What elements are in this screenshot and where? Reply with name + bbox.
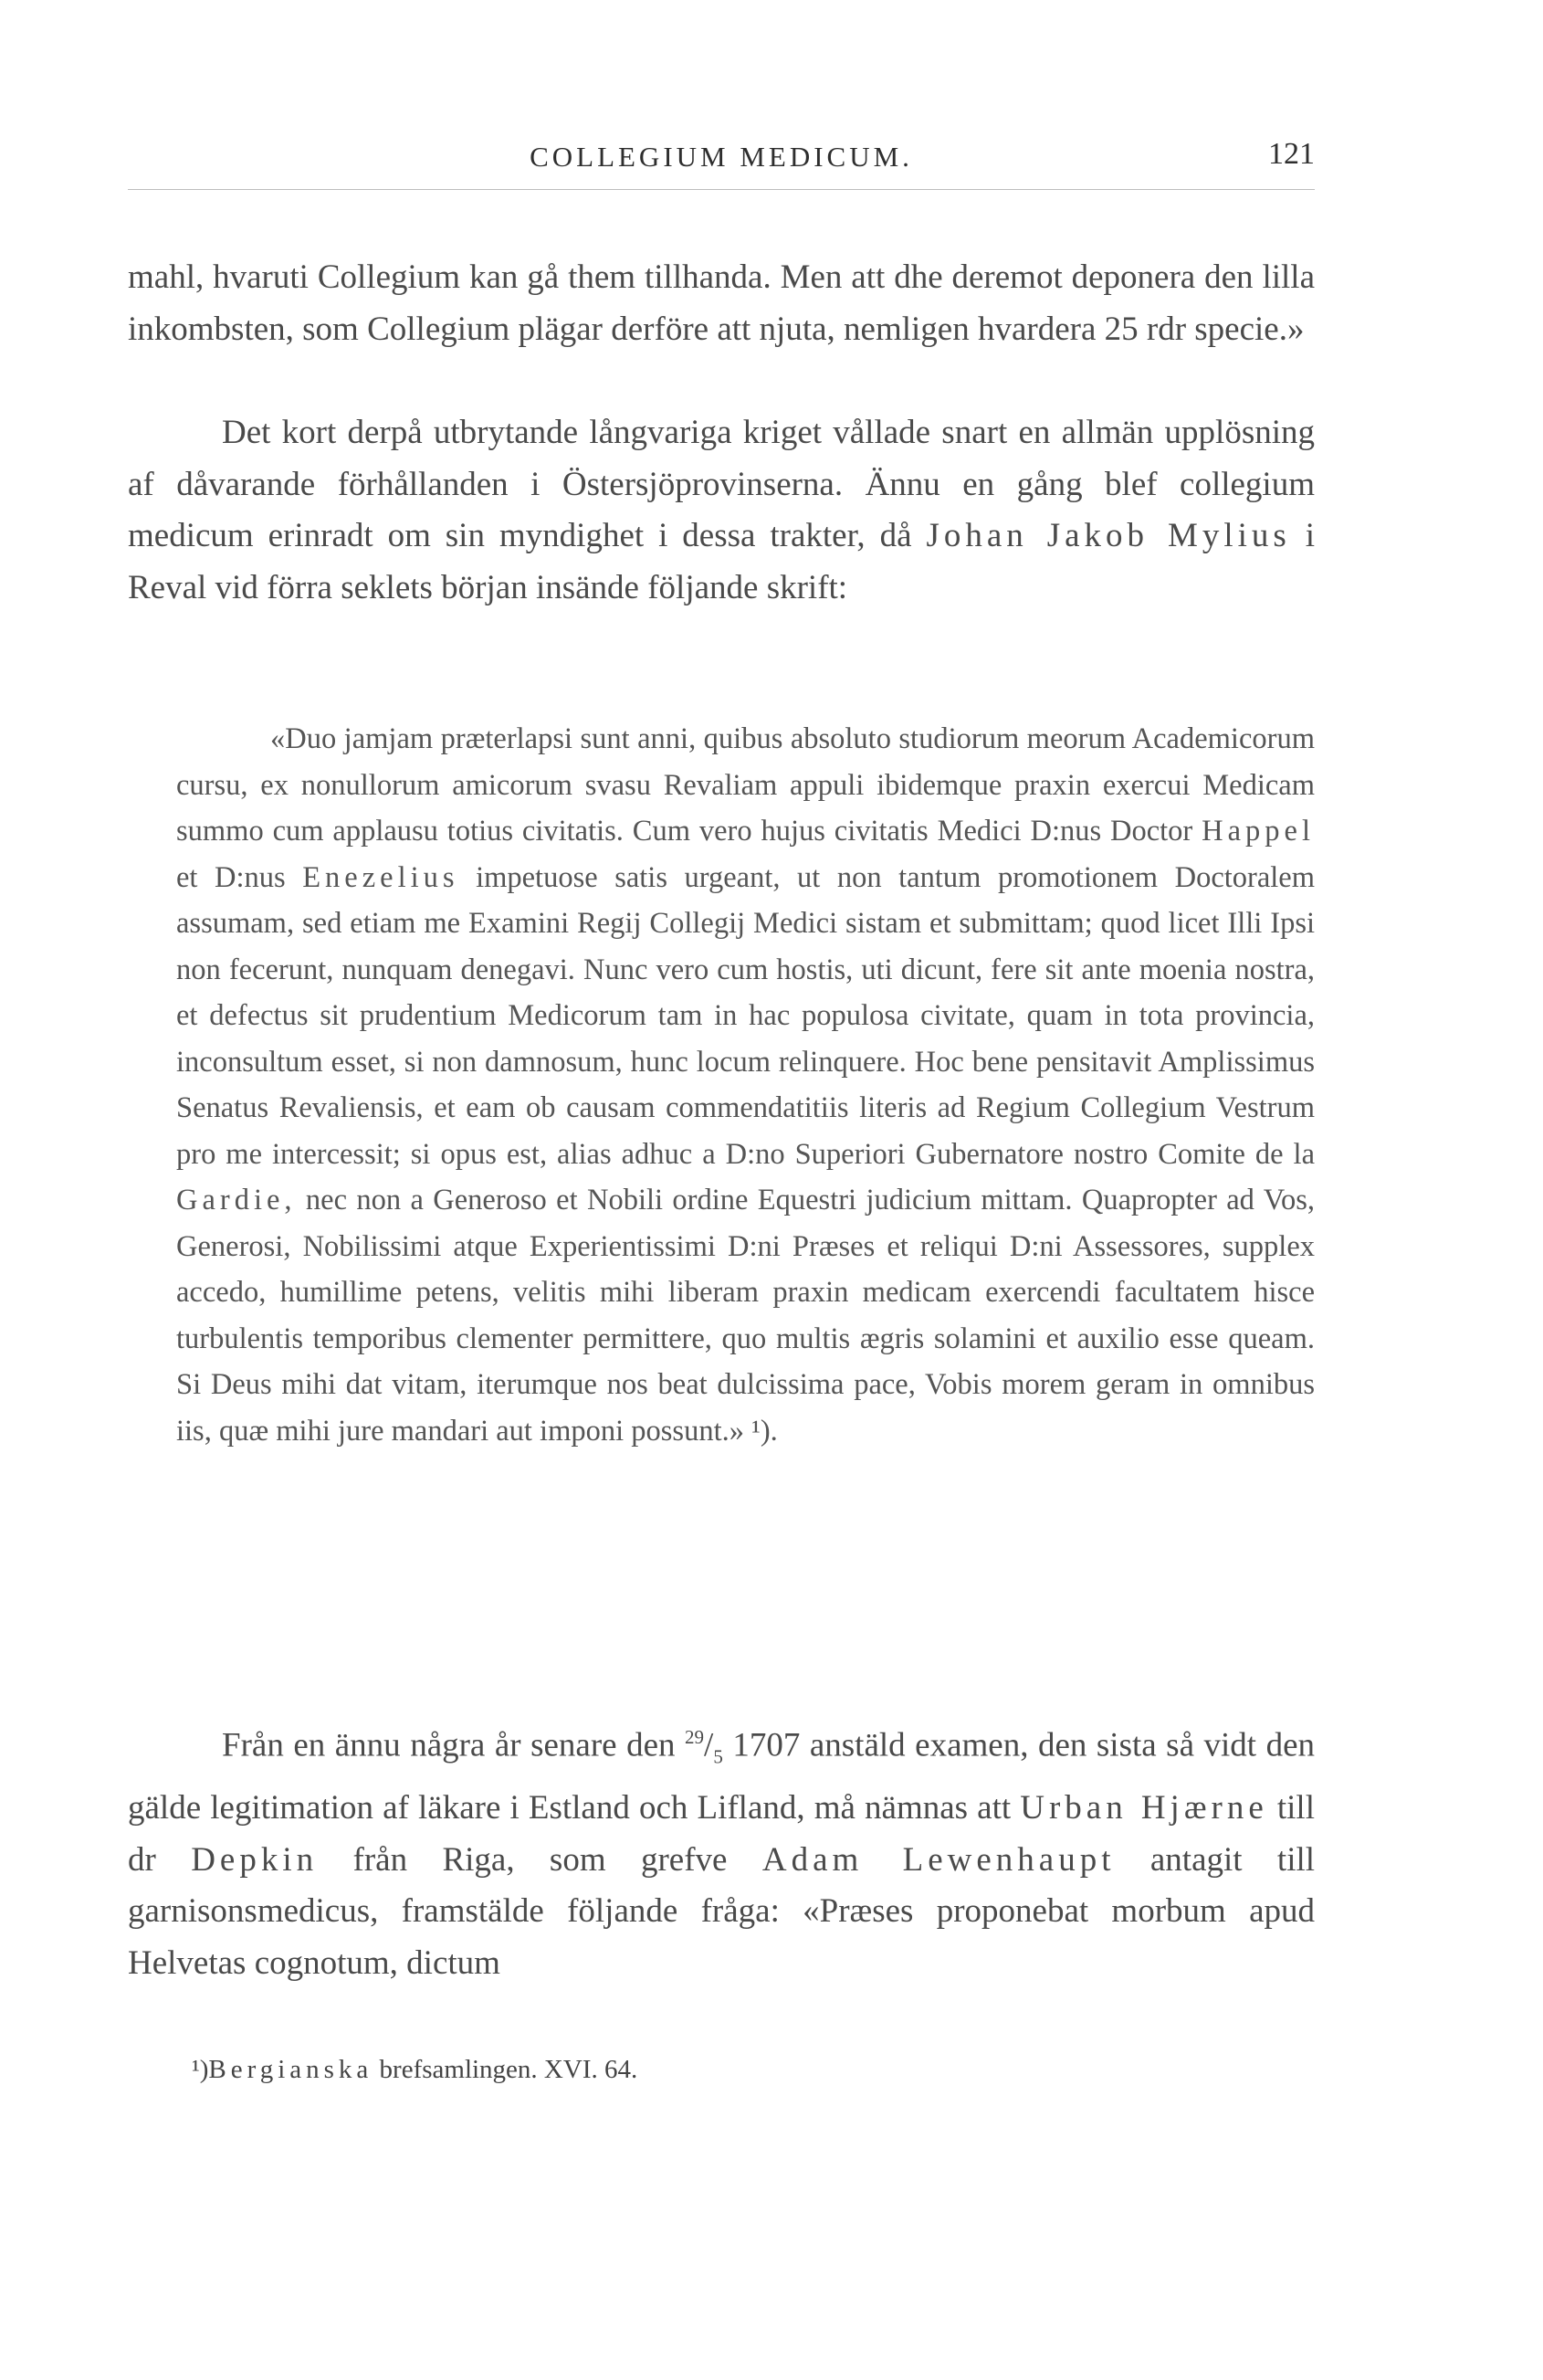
quote-part-3: impetuose satis urgeant, ut non tantum promotionem Doctoralem assumam, sed etiam me Examini Regij Collegij Medici sistam et submittam; quod licet Illi Ipsi non fecerunt, nunquam denegavi. Nunc vero cum hostis, uti dicunt, fere sit ante moenia nostra, et defectus sit prudentium Medicorum tam in hac populosa civitate, quam in tota provincia, inconsultum esset, si non damnosum, hunc locum relinquere. Hoc bene pensitavit Amplissimus Senatus Revaliensis, et eam ob causam commendatitiis literis ad Regium Collegium Vestrum pro me intercessit; si opus est, alias adhuc a D:no Superiori Gubernatore nostro Comite de la (176, 860, 1316, 1171)
paragraph-1 (128, 252, 1315, 355)
person-name: Gardie, (176, 1184, 297, 1216)
header-rule (128, 189, 1315, 190)
paragraph-3-part-5: antagit till garnisonsmedicus, framstälde följande fråga: «Præses proponebat morbum apud Helvetas cognotum, dictum (128, 1840, 1316, 1982)
person-name: Enezelius (302, 860, 459, 894)
paragraph-3-text: Från en ännu några år senare den $^{29}/_5$ 1707 anstäld examen, den sista så vidt den gälde legitimation af läkare i Estland och Lifland, må nämnas att Urban Hjærne till dr Depkin från Riga, som grefve Adam Lewenhaupt antagit till garnisonsmedicus, framstälde följande fråga: «Præses proponebat morbum apud Helvetas cognotum, dictum (128, 1726, 1316, 1982)
paragraph-3-part-2: 1707 anstäld examen, den sista så vidt den gälde legitimation af läkare i Estland och Lifland, må nämnas att (128, 1726, 1316, 1827)
footnote-source-name: Bergianska (208, 2055, 373, 2084)
paragraph-2-text (128, 407, 1315, 614)
footnote (192, 2055, 637, 2085)
date-month: 5 (713, 1745, 723, 1768)
person-name: Adam Lewenhaupt (761, 1840, 1116, 1879)
paragraph-2-body: Det kort derpå utbrytande långvariga kriget vållade snart en allmän upplösning af dåvarande förhållanden i Östersjöprovinserna. Ännu en gång blef collegium medicum erinradt om sin myndighet i dessa trakter, då (128, 414, 1315, 554)
person-name: Depkin (191, 1840, 319, 1879)
person-name: Happel (1202, 815, 1315, 848)
footnote-marker: ¹) (192, 2055, 209, 2084)
paragraph-3-part-4: från Riga, som grefve (352, 1840, 728, 1879)
latin-quote-text (176, 716, 1315, 1454)
latin-quote (176, 716, 1315, 1454)
paragraph-3-part-3: till dr (128, 1789, 1315, 1879)
person-name: Urban Hjærne (1020, 1789, 1268, 1827)
date-day: 29 (685, 1726, 705, 1748)
quote-part-1: «Duo jamjam præterlapsi sunt anni, quibus absoluto studiorum meorum Academicorum cursu, ex nonullorum amicorum svasu Revaliam appuli ibidemque praxin exercui Medicam summo cum applausu totius civitatis. Cum vero hujus civitatis Medici D:nus Doctor (176, 722, 1315, 848)
person-name: Johan Jakob Mylius (926, 517, 1291, 554)
page-header (128, 137, 1315, 183)
quote-part-4: nec non a Generoso et Nobili ordine Equestri judicium mittam. Quapropter ad Vos, Generosi, Nobilissimi atque Experientissimi D:ni Præses et reliqui D:ni Assessores, supplex accedo, humillime petens, velitis mihi liberam praxin medicam exercendi facultatem hisce turbulentis temporibus clementer permittere, quo multis ægris solamini et auxilio esse queam. Si Deus mihi dat vitam, iterumque nos beat dulcissima pace, Vobis morem geram in omnibus iis, quæ mihi jure mandari aut imponi possunt.» ¹). (176, 1184, 1315, 1448)
paragraph-2-end: i Reval vid förra seklets början insände följande skrift: (128, 517, 1316, 606)
paragraph-3-part-1: Från en ännu några år senare den (222, 1726, 676, 1764)
footnote-text: brefsamlingen. XVI. 64. (379, 2055, 638, 2084)
page-number: 121 (1268, 137, 1315, 171)
running-title: COLLEGIUM MEDICUM. (530, 141, 913, 173)
paragraph-2 (128, 407, 1315, 614)
paragraph-3 (128, 1711, 1315, 1989)
paragraph-1-text: mahl, hvaruti Collegium kan gå them tillhanda. Men att dhe deremot deponera den lilla inkombsten, som Collegium plägar derföre att njuta, nemligen hvardera 25 rdr specie.» (128, 258, 1315, 348)
quote-part-2: et D:nus (176, 860, 286, 894)
